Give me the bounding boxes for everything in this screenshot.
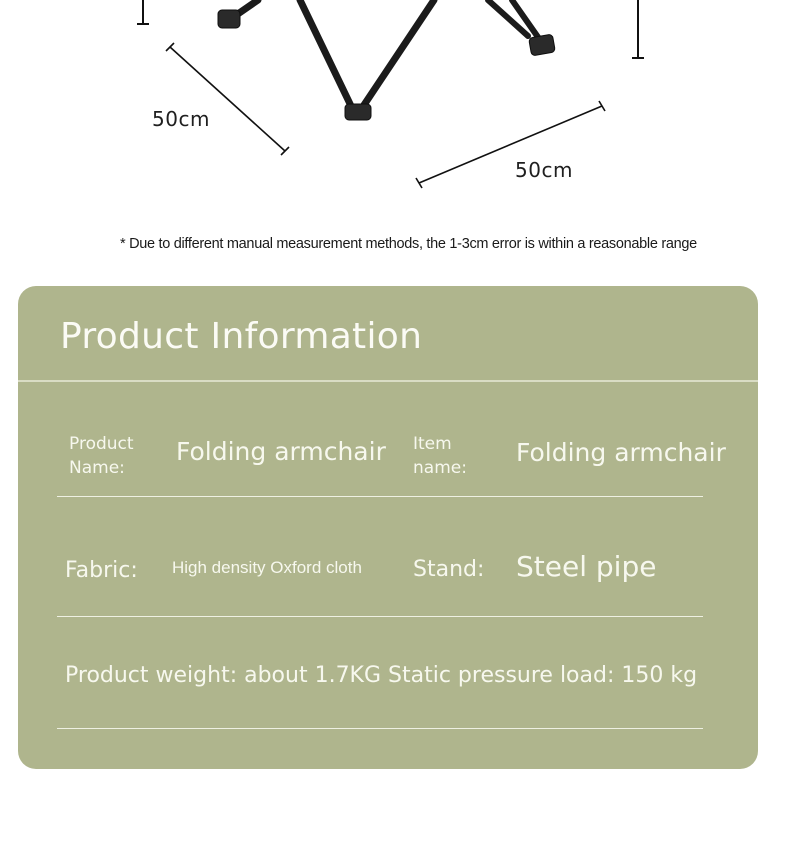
chair-dimension-diagram — [0, 0, 790, 200]
product-name-label-line2: Name: — [69, 458, 125, 478]
item-name-value: Folding armchair — [516, 438, 726, 467]
product-information-title: Product Information — [60, 316, 423, 357]
stand-label: Stand: — [413, 557, 485, 582]
height-dimension-lines — [137, 0, 644, 58]
product-information-card — [18, 286, 758, 769]
width-dimension-label: 50cm — [515, 158, 573, 182]
item-name-label — [413, 432, 467, 480]
weight-load-text: Product weight: about 1.7KG Static pressure load: 150 kg — [65, 663, 698, 688]
row-divider — [57, 728, 703, 729]
chair-frame-illustration — [232, 0, 540, 108]
row-divider — [57, 616, 703, 617]
item-name-label-line2: name: — [413, 458, 467, 478]
product-name-label-line1: Product — [69, 434, 134, 454]
product-name-value: Folding armchair — [176, 437, 386, 466]
product-name-label — [69, 432, 134, 480]
fabric-value: High density Oxford cloth — [172, 558, 362, 577]
depth-dimension-line — [166, 43, 289, 155]
width-dimension-line — [416, 101, 605, 188]
item-name-label-line1: Item — [413, 434, 452, 454]
title-divider — [18, 380, 758, 382]
row-divider — [57, 496, 703, 497]
fabric-label: Fabric: — [65, 558, 138, 583]
depth-dimension-label: 50cm — [152, 107, 210, 131]
stand-value: Steel pipe — [516, 550, 657, 583]
measurement-disclaimer: * Due to different manual measurement methods, the 1-3cm error is within a reasonable range — [120, 236, 697, 252]
